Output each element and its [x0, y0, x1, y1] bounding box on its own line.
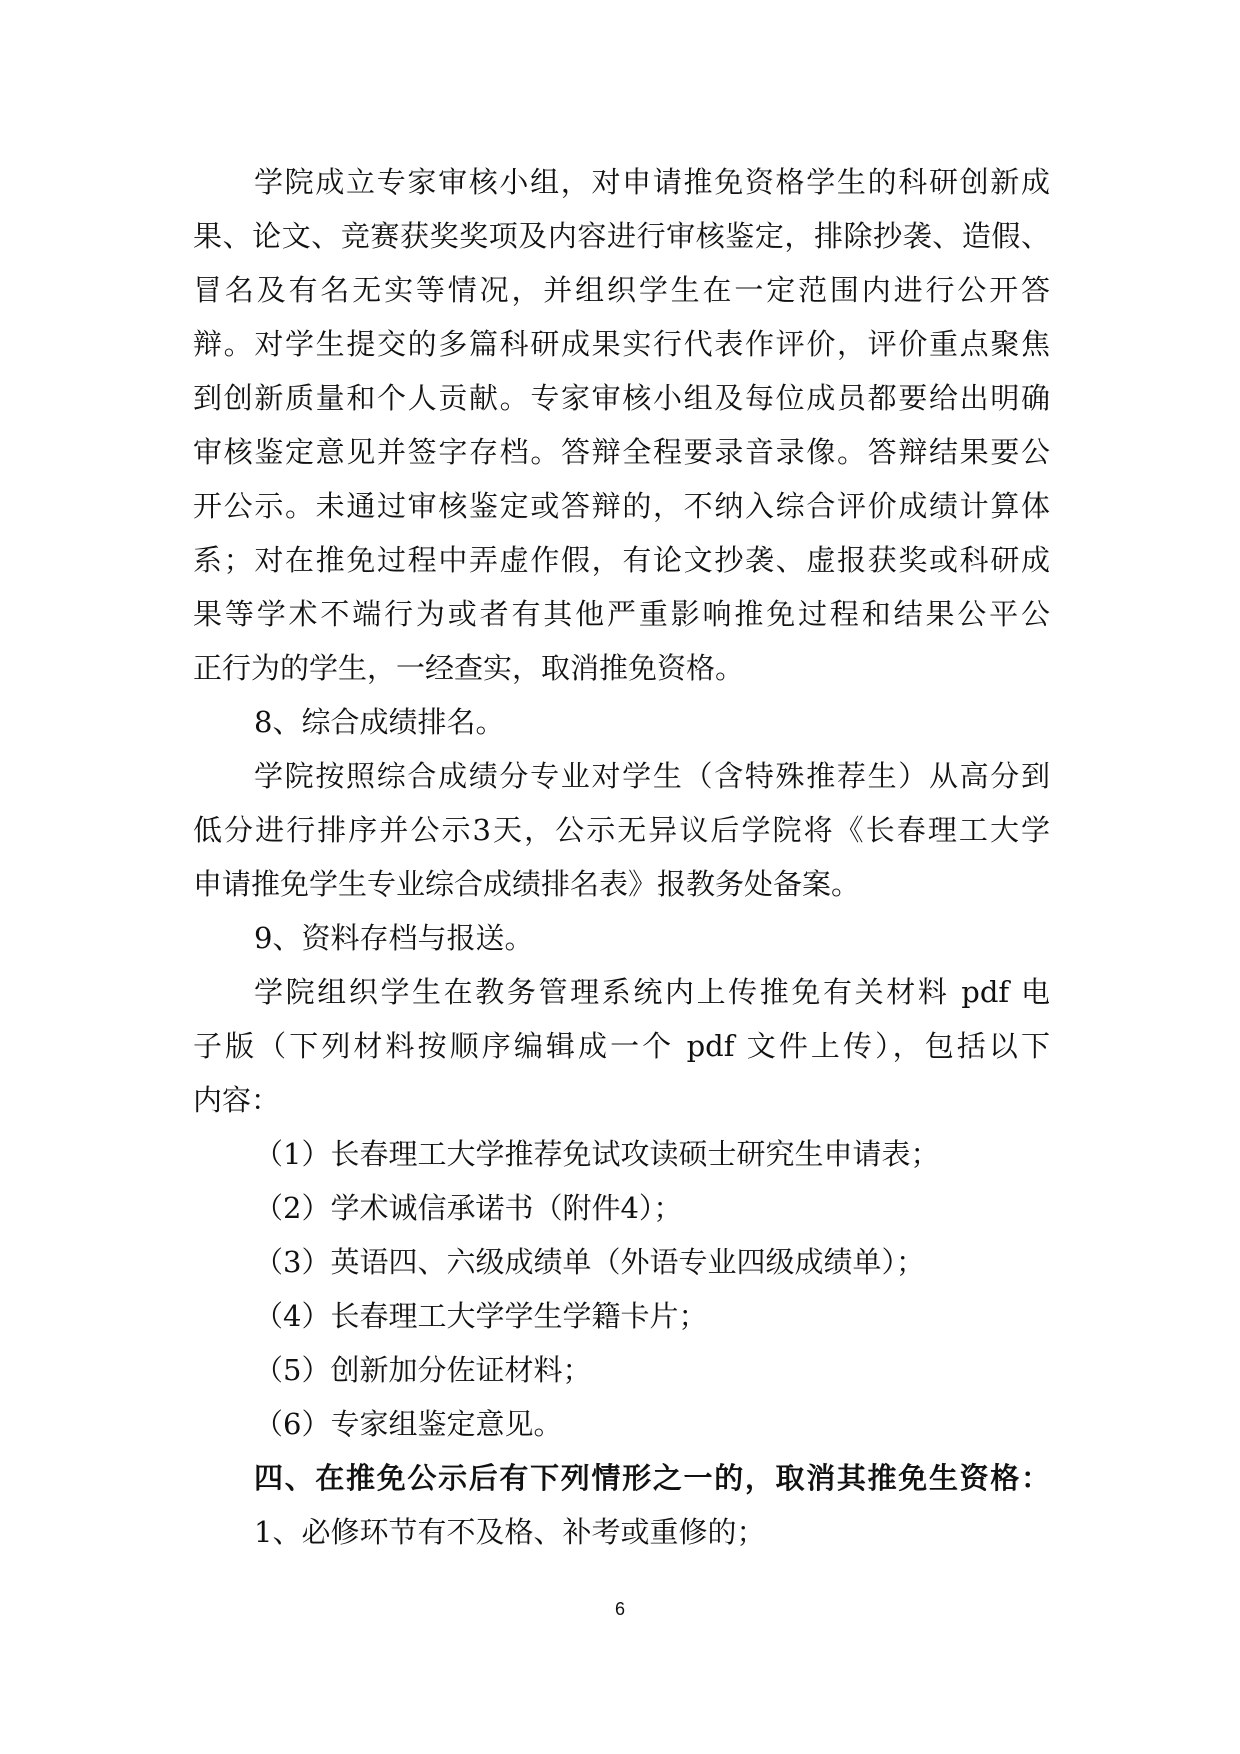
paragraph-line: 开公示。未通过审核鉴定或答辩的，不纳入综合评价成绩计算体 — [193, 489, 1050, 523]
paragraph-line: 系；对在推免过程中弄虚作假，有论文抄袭、虚报获奖或科研成 — [193, 543, 1050, 577]
item-8-heading: 8、综合成绩排名。 — [254, 705, 505, 739]
item-9-heading: 9、资料存档与报送。 — [254, 921, 534, 955]
paragraph-line: 申请推免学生专业综合成绩排名表》报教务处备案。 — [193, 867, 861, 901]
materials-list — [193, 1127, 1050, 1451]
paragraph-line: 冒名及有名无实等情况，并组织学生在一定范围内进行公开答 — [193, 273, 1050, 307]
page-number: 6 — [614, 1599, 625, 1619]
paragraph-line: 低分进行排序并公示3天，公示无异议后学院将《长春理工大学 — [193, 813, 1050, 847]
paragraph-line: 学院组织学生在教务管理系统内上传推免有关材料 pdf 电 — [254, 975, 1050, 1009]
paragraph-line: 子版（下列材料按顺序编辑成一个 pdf 文件上传），包括以下 — [193, 1029, 1050, 1063]
paragraph-line: 果、论文、竞赛获奖奖项及内容进行审核鉴定，排除抄袭、造假、 — [193, 219, 1050, 253]
paragraph-line: 学院按照综合成绩分专业对学生（含特殊推荐生）从高分到 — [254, 759, 1050, 793]
paragraph-ranking — [193, 749, 1050, 911]
materials-list-item: （6）专家组鉴定意见。 — [254, 1407, 563, 1441]
paragraph-line: 正行为的学生，一经查实，取消推免资格。 — [193, 651, 745, 685]
paragraph-line: 辩。对学生提交的多篇科研成果实行代表作评价，评价重点聚焦 — [193, 327, 1050, 361]
paragraph-line: 到创新质量和个人贡献。专家审核小组及每位成员都要给出明确 — [193, 381, 1050, 415]
materials-list-item: （3）英语四、六级成绩单（外语专业四级成绩单）； — [254, 1245, 925, 1279]
materials-list-item: （1）长春理工大学推荐免试攻读硕士研究生申请表； — [254, 1137, 940, 1171]
section-4-item: 1、必修环节有不及格、补考或重修的； — [254, 1515, 766, 1549]
paragraph-line: 审核鉴定意见并签字存档。答辩全程要录音录像。答辩结果要公 — [193, 435, 1050, 469]
paragraph-line: 学院成立专家审核小组，对申请推免资格学生的科研创新成 — [254, 165, 1050, 199]
section-4 — [193, 1451, 1050, 1559]
section-4-heading: 四、在推免公示后有下列情形之一的，取消其推免生资格： — [254, 1461, 1050, 1495]
paragraph-line: 内容： — [193, 1083, 281, 1117]
document-body — [193, 155, 1050, 1559]
materials-list-item: （4）长春理工大学学生学籍卡片； — [254, 1299, 708, 1333]
materials-list-item: （2）学术诚信承诺书（附件4）； — [254, 1191, 683, 1225]
paragraph-line: 果等学术不端行为或者有其他严重影响推免过程和结果公平公 — [193, 597, 1050, 631]
paragraph-expert-review — [193, 155, 1050, 695]
paragraph-archive — [193, 965, 1050, 1127]
materials-list-item: （5）创新加分佐证材料； — [254, 1353, 592, 1387]
